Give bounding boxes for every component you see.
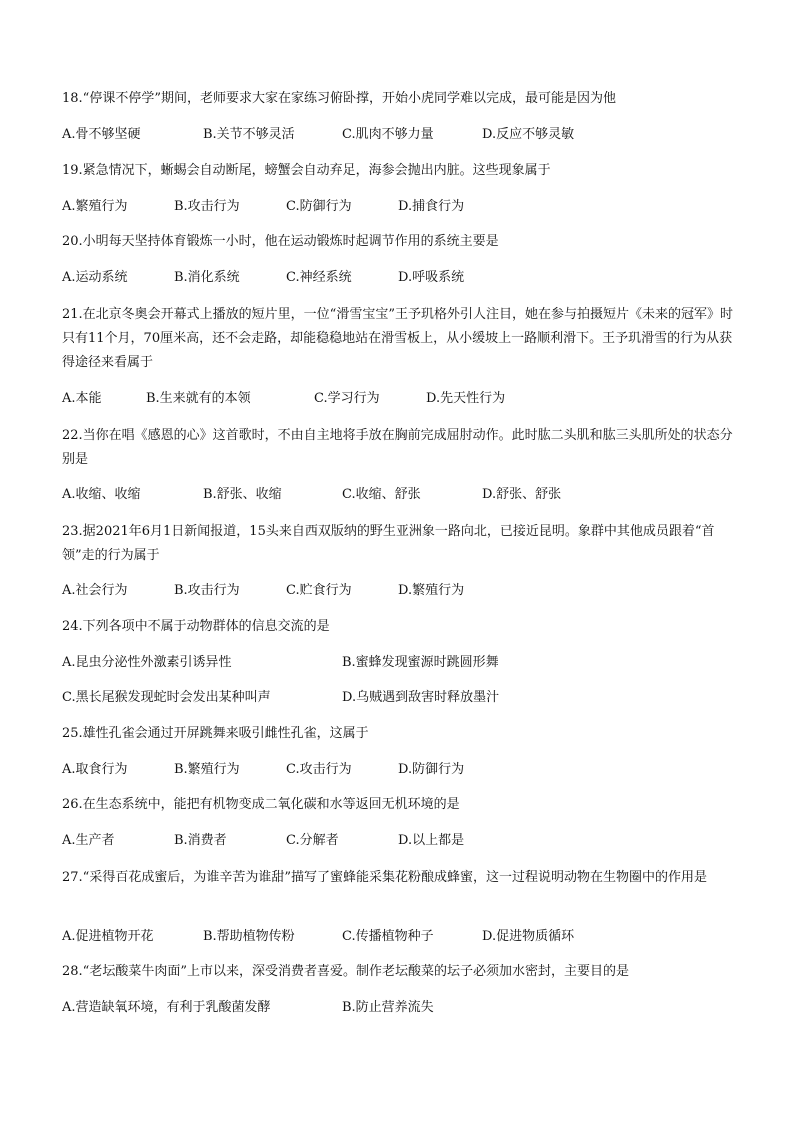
option-c: C.防御行为 xyxy=(286,199,352,214)
option-c: C.肌肉不够力量 xyxy=(342,127,434,142)
option-c: C.黑长尾猴发现蛇时会发出某种叫声 xyxy=(62,690,271,705)
question-20-options xyxy=(62,267,734,289)
option-c: C.神经系统 xyxy=(286,270,352,285)
question-20-stem: 20.小明每天坚持体育锻炼一小时，他在运动锻炼时起调节作用的系统主要是 xyxy=(62,234,499,249)
option-d: D.反应不够灵敏 xyxy=(482,127,575,142)
option-a: A.取食行为 xyxy=(62,762,128,777)
question-24-options-row2 xyxy=(62,687,734,709)
option-b: B.防止营养流失 xyxy=(342,1000,434,1015)
question-27-options xyxy=(62,926,734,948)
option-d: D.先天性行为 xyxy=(426,391,506,406)
question-28-stem: 28.“老坛酸菜牛肉面”上市以来，深受消费者喜爱。制作老坛酸菜的坛子必须加水密封，主要目的是 xyxy=(62,964,629,979)
option-d: D.繁殖行为 xyxy=(398,583,465,598)
option-c: C.攻击行为 xyxy=(286,762,352,777)
question-26-options xyxy=(62,830,734,852)
question-18-options xyxy=(62,124,734,146)
option-c: C.传播植物种子 xyxy=(342,929,434,944)
option-b: B.攻击行为 xyxy=(174,583,240,598)
option-b: B.攻击行为 xyxy=(174,199,240,214)
option-b: B.繁殖行为 xyxy=(174,762,240,777)
question-28-options xyxy=(62,997,734,1019)
question-27-stem: 27.“采得百花成蜜后，为谁辛苦为谁甜”描写了蜜蜂能采集花粉酿成蜂蜜，这一过程说明动物在生物圈中的作用是 xyxy=(62,870,707,885)
option-b: B.蜜蜂发现蜜源时跳圆形舞 xyxy=(342,655,499,670)
option-d: D.促进物质循环 xyxy=(482,929,575,944)
option-d: D.防御行为 xyxy=(398,762,465,777)
question-23-options xyxy=(62,580,734,602)
question-21-stem: 21.在北京冬奥会开幕式上播放的短片里，一位“滑雪宝宝”王予玑格外引人注目，她在参与拍摄短片《未来的冠军》时只有11个月，70厘米高，还不会走路，却能稳稳地站在滑雪板上，从小缓坡上一路顺利滑下。王予玑滑雪的行为从获得途径来看属于 xyxy=(62,307,733,370)
question-24-stem: 24.下列各项中不属于动物群体的信息交流的是 xyxy=(62,619,330,634)
question-26-stem: 26.在生态系统中，能把有机物变成二氧化碳和水等返回无机环境的是 xyxy=(62,797,460,812)
question-21-options xyxy=(62,388,734,410)
option-b: B.帮助植物传粉 xyxy=(203,929,295,944)
question-25-stem: 25.雄性孔雀会通过开屏跳舞来吸引雌性孔雀，这属于 xyxy=(62,726,369,741)
option-a: A.生产者 xyxy=(62,833,115,848)
option-a: A.运动系统 xyxy=(62,270,128,285)
question-19-stem: 19.紧急情况下，蜥蜴会自动断尾，螃蟹会自动弃足，海参会抛出内脏。这些现象属于 xyxy=(62,163,551,178)
option-a: A.本能 xyxy=(62,391,102,406)
option-d: D.舒张、舒张 xyxy=(482,487,562,502)
option-b: B.消化系统 xyxy=(174,270,240,285)
option-b: B.消费者 xyxy=(174,833,227,848)
question-22-stem: 22.当你在唱《感恩的心》这首歌时，不由自主地将手放在胸前完成屈肘动作。此时肱二头肌和肱三头肌所处的状态分别是 xyxy=(62,428,733,467)
question-23-stem: 23.据2021年6月1日新闻报道，15头来自西双版纳的野生亚洲象一路向北，已接近昆明。象群中其他成员跟着“首领”走的行为属于 xyxy=(62,524,715,563)
option-d: D.以上都是 xyxy=(398,833,465,848)
option-a: A.繁殖行为 xyxy=(62,199,128,214)
option-c: C.分解者 xyxy=(286,833,339,848)
option-c: C.收缩、舒张 xyxy=(342,487,421,502)
question-22-options xyxy=(62,484,734,506)
option-a: A.收缩、收缩 xyxy=(62,487,141,502)
option-a: A.社会行为 xyxy=(62,583,128,598)
option-c: C.学习行为 xyxy=(314,391,380,406)
option-a: A.促进植物开花 xyxy=(62,929,154,944)
option-a: A.骨不够坚硬 xyxy=(62,127,141,142)
question-24-options-row1 xyxy=(62,652,734,674)
question-19-options xyxy=(62,196,734,218)
option-d: D.呼吸系统 xyxy=(398,270,465,285)
option-b: B.生来就有的本领 xyxy=(146,391,251,406)
option-b: B.关节不够灵活 xyxy=(203,127,295,142)
option-a: A.昆虫分泌性外激素引诱异性 xyxy=(62,655,232,670)
option-a: A.营造缺氧环境，有利于乳酸菌发酵 xyxy=(62,1000,271,1015)
option-d: D.捕食行为 xyxy=(398,199,465,214)
option-b: B.舒张、收缩 xyxy=(203,487,282,502)
question-18-stem: 18.“停课不停学”期间，老师要求大家在家练习俯卧撑，开始小虎同学难以完成，最可能是因为他 xyxy=(62,91,616,106)
question-25-options xyxy=(62,759,734,781)
option-c: C.贮食行为 xyxy=(286,583,352,598)
option-d: D.乌贼遇到敌害时释放墨汁 xyxy=(342,690,500,705)
